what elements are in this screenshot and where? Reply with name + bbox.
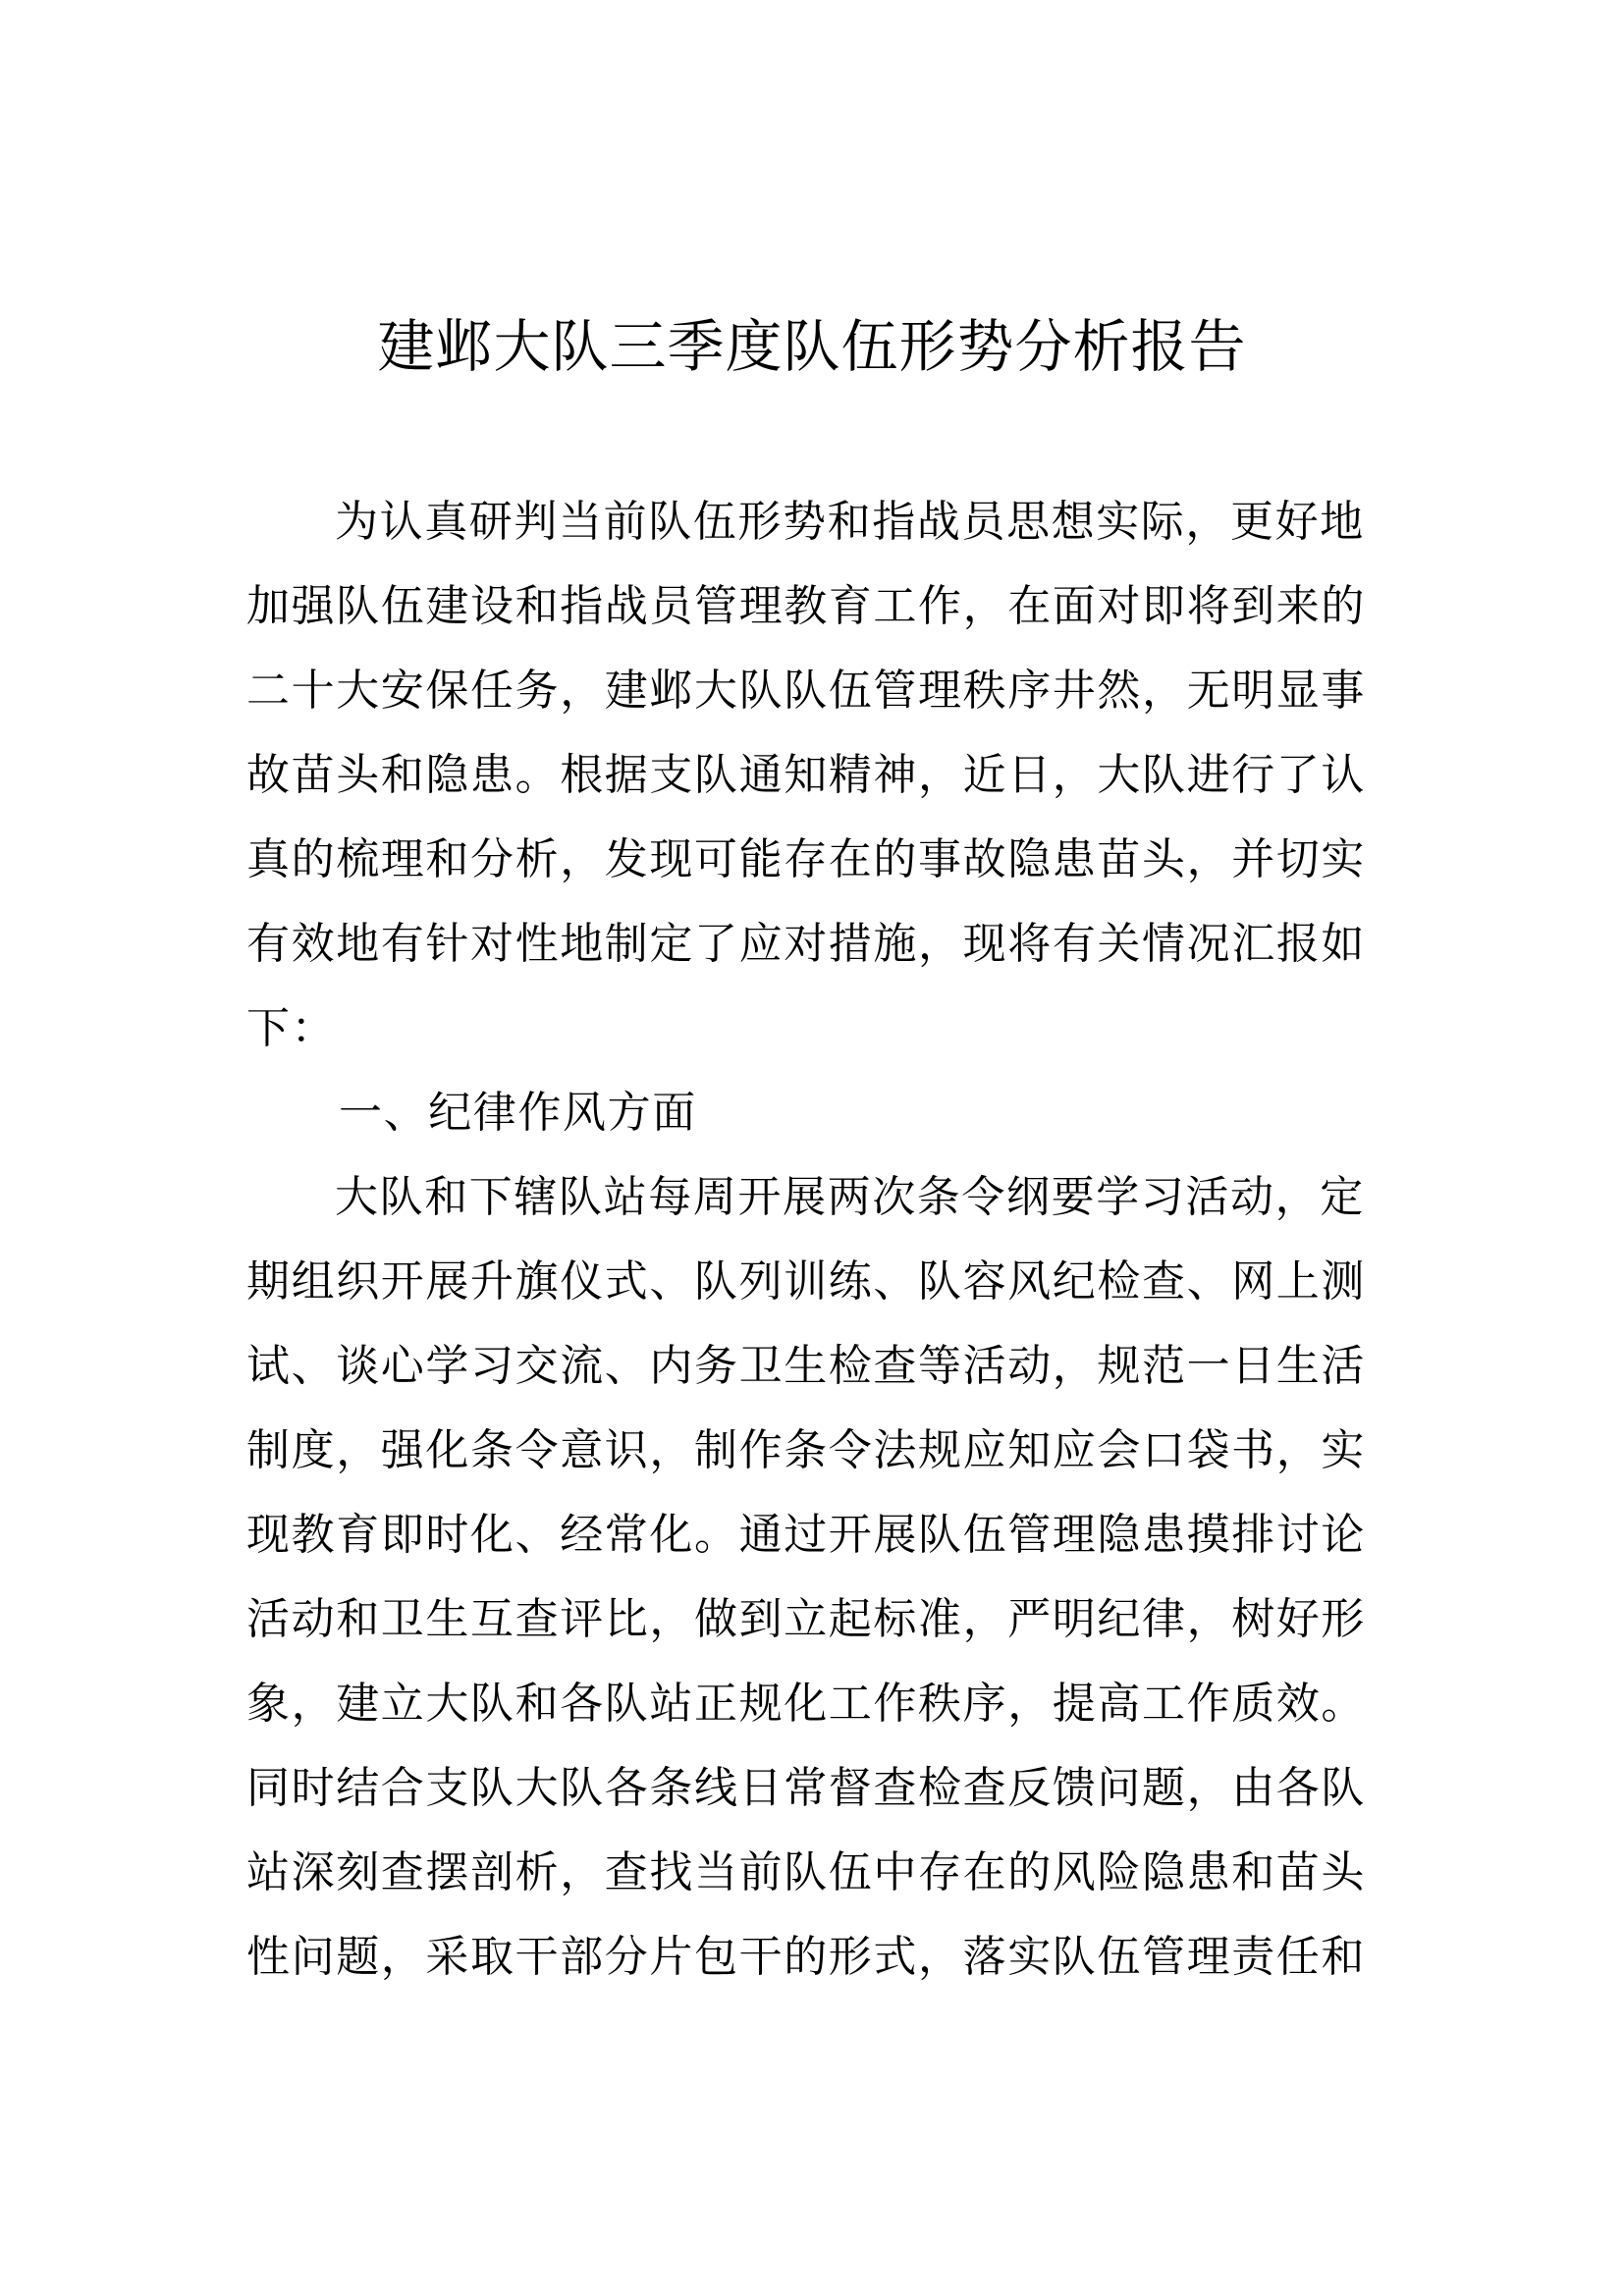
paragraph-line: 大队和下辖队站每周开展两次条令纲要学习活动，定 (335, 1172, 1365, 1222)
intro-paragraph (246, 491, 1385, 1082)
document-title: 建邺大队三季度队伍形势分析报告 (377, 313, 1247, 380)
paragraph-line: 现教育即时化、经常化。通过开展队伍管理隐患摸排讨论 (246, 1510, 1366, 1560)
paragraph-line: 试、谈心学习交流、内务卫生检查等活动，规范一日生活 (246, 1341, 1366, 1391)
document-body (246, 491, 1385, 2010)
paragraph-line: 性问题，采取干部分片包干的形式，落实队伍管理责任和 (246, 1932, 1366, 1982)
paragraph-line: 制度，强化条令意识，制作条令法规应知应会口袋书，实 (246, 1425, 1366, 1475)
paragraph-line: 有效地有针对性地制定了应对措施，现将有关情况汇报如 (246, 919, 1366, 969)
paragraph-line: 下： (246, 1003, 337, 1053)
paragraph-line: 活动和卫生互查评比，做到立起标准，严明纪律，树好形 (246, 1594, 1366, 1644)
paragraph-line: 期组织开展升旗仪式、队列训练、队容风纪检查、网上测 (246, 1256, 1366, 1307)
paragraph-line: 为认真研判当前队伍形势和指战员思想实际，更好地 (335, 497, 1365, 547)
paragraph-line: 同时结合支队大队各条线日常督查检查反馈问题，由各队 (246, 1763, 1366, 1813)
paragraph-line: 二十大安保任务，建邺大队队伍管理秩序井然，无明显事 (246, 666, 1366, 716)
paragraph-line: 真的梳理和分析，发现可能存在的事故隐患苗头，并切实 (246, 834, 1366, 884)
paragraph-line: 故苗头和隐患。根据支队通知精神，近日，大队进行了认 (246, 750, 1366, 800)
paragraph-line: 象，建立大队和各队站正规化工作秩序，提高工作质效。 (246, 1679, 1366, 1729)
section-heading: 一、纪律作风方面 (339, 1088, 697, 1138)
paragraph-line: 站深刻查摆剖析，查找当前队伍中存在的风险隐患和苗头 (246, 1847, 1366, 1897)
section-discipline (246, 1082, 1385, 2010)
paragraph-line: 加强队伍建设和指战员管理教育工作，在面对即将到来的 (246, 581, 1366, 631)
